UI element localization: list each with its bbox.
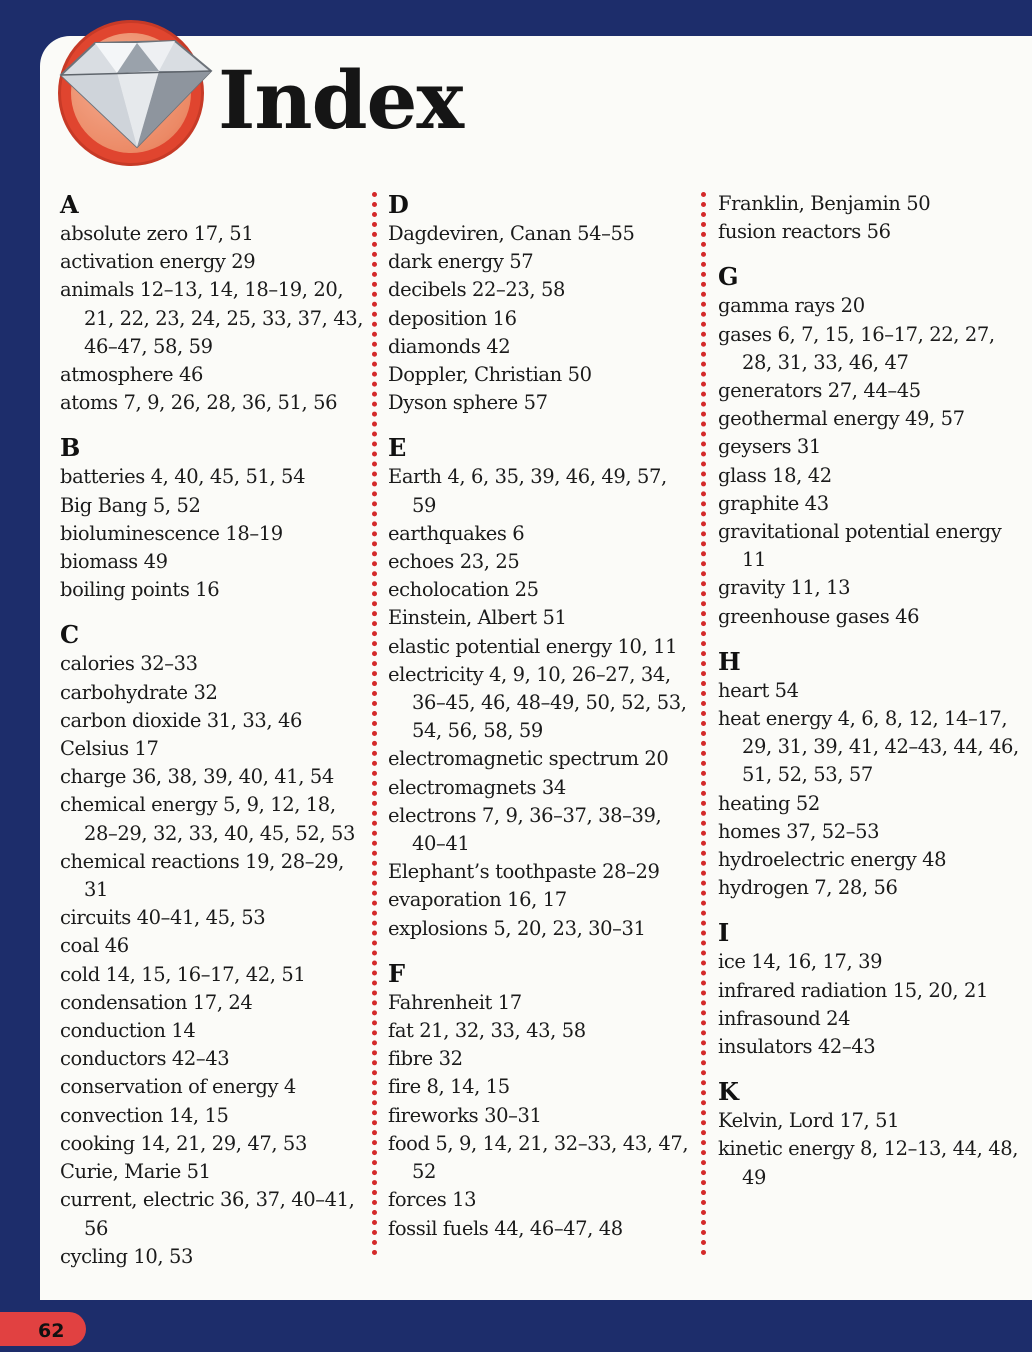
index-entry: fusion reactors 56 [718, 220, 891, 244]
section-letter: I [718, 918, 730, 948]
index-entry: Dyson sphere 57 [388, 391, 548, 415]
index-entry: echolocation 25 [388, 578, 539, 602]
index-column-3 [718, 190, 1022, 1192]
index-entry: fireworks 30–31 [388, 1103, 542, 1127]
index-entry: cooking 14, 21, 29, 47, 53 [60, 1131, 307, 1155]
index-entry: generators 27, 44–45 [718, 379, 921, 403]
diamond-icon [55, 35, 225, 155]
index-entry: condensation 17, 24 [60, 990, 253, 1014]
section-letter: G [718, 262, 739, 292]
index-entry: evaporation 16, 17 [388, 888, 567, 912]
index-entry: Curie, Marie 51 [60, 1160, 211, 1184]
index-entry: diamonds 42 [388, 334, 511, 358]
index-entry: fossil fuels 44, 46–47, 48 [388, 1216, 623, 1240]
section-letter: A [60, 190, 79, 219]
title-emblem [58, 20, 204, 166]
index-entry: fat 21, 32, 33, 43, 58 [388, 1019, 586, 1043]
index-entry: chemical reactions 19, 28–29, 31 [60, 849, 344, 902]
section-letter: K [718, 1077, 739, 1107]
index-entry: hydrogen 7, 28, 56 [718, 876, 898, 900]
index-entry: Fahrenheit 17 [388, 990, 522, 1014]
index-entry: charge 36, 38, 39, 40, 41, 54 [60, 765, 334, 789]
index-entry: Celsius 17 [60, 737, 159, 761]
index-entry: glass 18, 42 [718, 463, 832, 487]
index-entry: carbon dioxide 31, 33, 46 [60, 708, 302, 732]
index-entry: circuits 40–41, 45, 53 [60, 906, 266, 930]
index-entry: fire 8, 14, 15 [388, 1075, 510, 1099]
index-entry: insulators 42–43 [718, 1035, 876, 1059]
index-column-1 [60, 190, 364, 1271]
index-entry: echoes 23, 25 [388, 550, 520, 574]
section-letter: C [60, 620, 80, 650]
page-number: 62 [38, 1320, 65, 1342]
index-entry: electromagnets 34 [388, 775, 566, 799]
index-entry: Franklin, Benjamin 50 [718, 192, 931, 215]
index-entry: gases 6, 7, 15, 16–17, 22, 27, 28, 31, 33, 46, 47 [718, 322, 995, 374]
index-entry: elastic potential energy 10, 11 [388, 634, 678, 658]
index-entry: gravity 11, 13 [718, 576, 851, 600]
index-entry: food 5, 9, 14, 21, 32–33, 43, 47, 52 [388, 1131, 689, 1184]
index-entry: heat energy 4, 6, 8, 12, 14–17, 29, 31, 39, 41, 42–43, 44, 46, 51, 52, 53, 57 [718, 707, 1019, 787]
index-entry: Doppler, Christian 50 [388, 363, 592, 387]
index-entry: bioluminescence 18–19 [60, 521, 283, 545]
index-entry: current, electric 36, 37, 40–41, 56 [60, 1188, 355, 1240]
index-entry: activation energy 29 [60, 250, 256, 274]
index-entry: cycling 10, 53 [60, 1244, 193, 1268]
column-divider [372, 192, 377, 1256]
index-entry: batteries 4, 40, 45, 51, 54 [60, 465, 306, 489]
index-entry: conduction 14 [60, 1019, 196, 1043]
index-entry: Dagdeviren, Canan 54–55 [388, 222, 635, 245]
index-entry: Elephant’s toothpaste 28–29 [388, 860, 660, 884]
index-entry: conductors 42–43 [60, 1047, 230, 1071]
index-entry: deposition 16 [388, 306, 517, 330]
index-entry: gravitational potential energy 11 [718, 520, 1002, 572]
index-entry: Earth 4, 6, 35, 39, 46, 49, 57, 59 [388, 465, 667, 517]
index-entry: electricity 4, 9, 10, 26–27, 34, 36–45, 46, 48–49, 50, 52, 53, 54, 56, 58, 59 [388, 662, 687, 743]
index-entry: gamma rays 20 [718, 294, 865, 318]
index-entry: conservation of energy 4 [60, 1075, 296, 1099]
index-entry: explosions 5, 20, 23, 30–31 [388, 916, 646, 940]
section-letter: B [60, 433, 81, 463]
index-entry: infrared radiation 15, 20, 21 [718, 978, 988, 1002]
index-entry: kinetic energy 8, 12–13, 44, 48, 49 [718, 1137, 1018, 1189]
index-entry: calories 32–33 [60, 652, 198, 676]
index-entry: coal 46 [60, 934, 129, 958]
index-entry: atmosphere 46 [60, 363, 203, 387]
index-entry: heating 52 [718, 791, 820, 815]
index-entry: geysers 31 [718, 435, 821, 459]
index-entry: fibre 32 [388, 1047, 463, 1071]
index-entry: greenhouse gases 46 [718, 604, 920, 628]
index-entry: convection 14, 15 [60, 1103, 229, 1127]
index-entry: homes 37, 52–53 [718, 819, 880, 843]
index-entry: atoms 7, 9, 26, 28, 36, 51, 56 [60, 391, 338, 415]
index-column-2 [388, 190, 694, 1243]
section-letter: E [388, 433, 407, 463]
index-entry: geothermal energy 49, 57 [718, 407, 965, 431]
index-entry: chemical energy 5, 9, 12, 18, 28–29, 32, 33, 40, 45, 52, 53 [60, 793, 356, 845]
index-entry: carbohydrate 32 [60, 680, 218, 704]
index-entry: animals 12–13, 14, 18–19, 20, 21, 22, 23, 24, 25, 33, 37, 43, 46–47, 58, 59 [60, 278, 364, 358]
section-letter: D [388, 190, 409, 219]
column-divider [701, 192, 706, 1256]
index-entry: dark energy 57 [388, 250, 534, 274]
section-letter: F [388, 958, 406, 988]
index-entry: cold 14, 15, 16–17, 42, 51 [60, 962, 306, 986]
index-entry: heart 54 [718, 678, 799, 702]
index-entry: absolute zero 17, 51 [60, 222, 254, 245]
index-entry: forces 13 [388, 1188, 477, 1212]
index-entry: infrasound 24 [718, 1006, 851, 1030]
index-entry: graphite 43 [718, 491, 829, 515]
index-entry: Kelvin, Lord 17, 51 [718, 1109, 900, 1133]
index-entry: decibels 22–23, 58 [388, 278, 566, 302]
index-entry: boiling points 16 [60, 578, 220, 602]
page-title: Index [218, 53, 464, 147]
index-entry: Big Bang 5, 52 [60, 493, 201, 517]
index-entry: hydroelectric energy 48 [718, 848, 947, 872]
index-entry: ice 14, 16, 17, 39 [718, 950, 883, 974]
index-entry: earthquakes 6 [388, 521, 525, 545]
index-entry: electromagnetic spectrum 20 [388, 747, 669, 771]
section-letter: H [718, 646, 741, 676]
index-entry: electrons 7, 9, 36–37, 38–39, 40–41 [388, 803, 662, 856]
index-entry: Einstein, Albert 51 [388, 606, 567, 630]
index-entry: biomass 49 [60, 550, 168, 574]
